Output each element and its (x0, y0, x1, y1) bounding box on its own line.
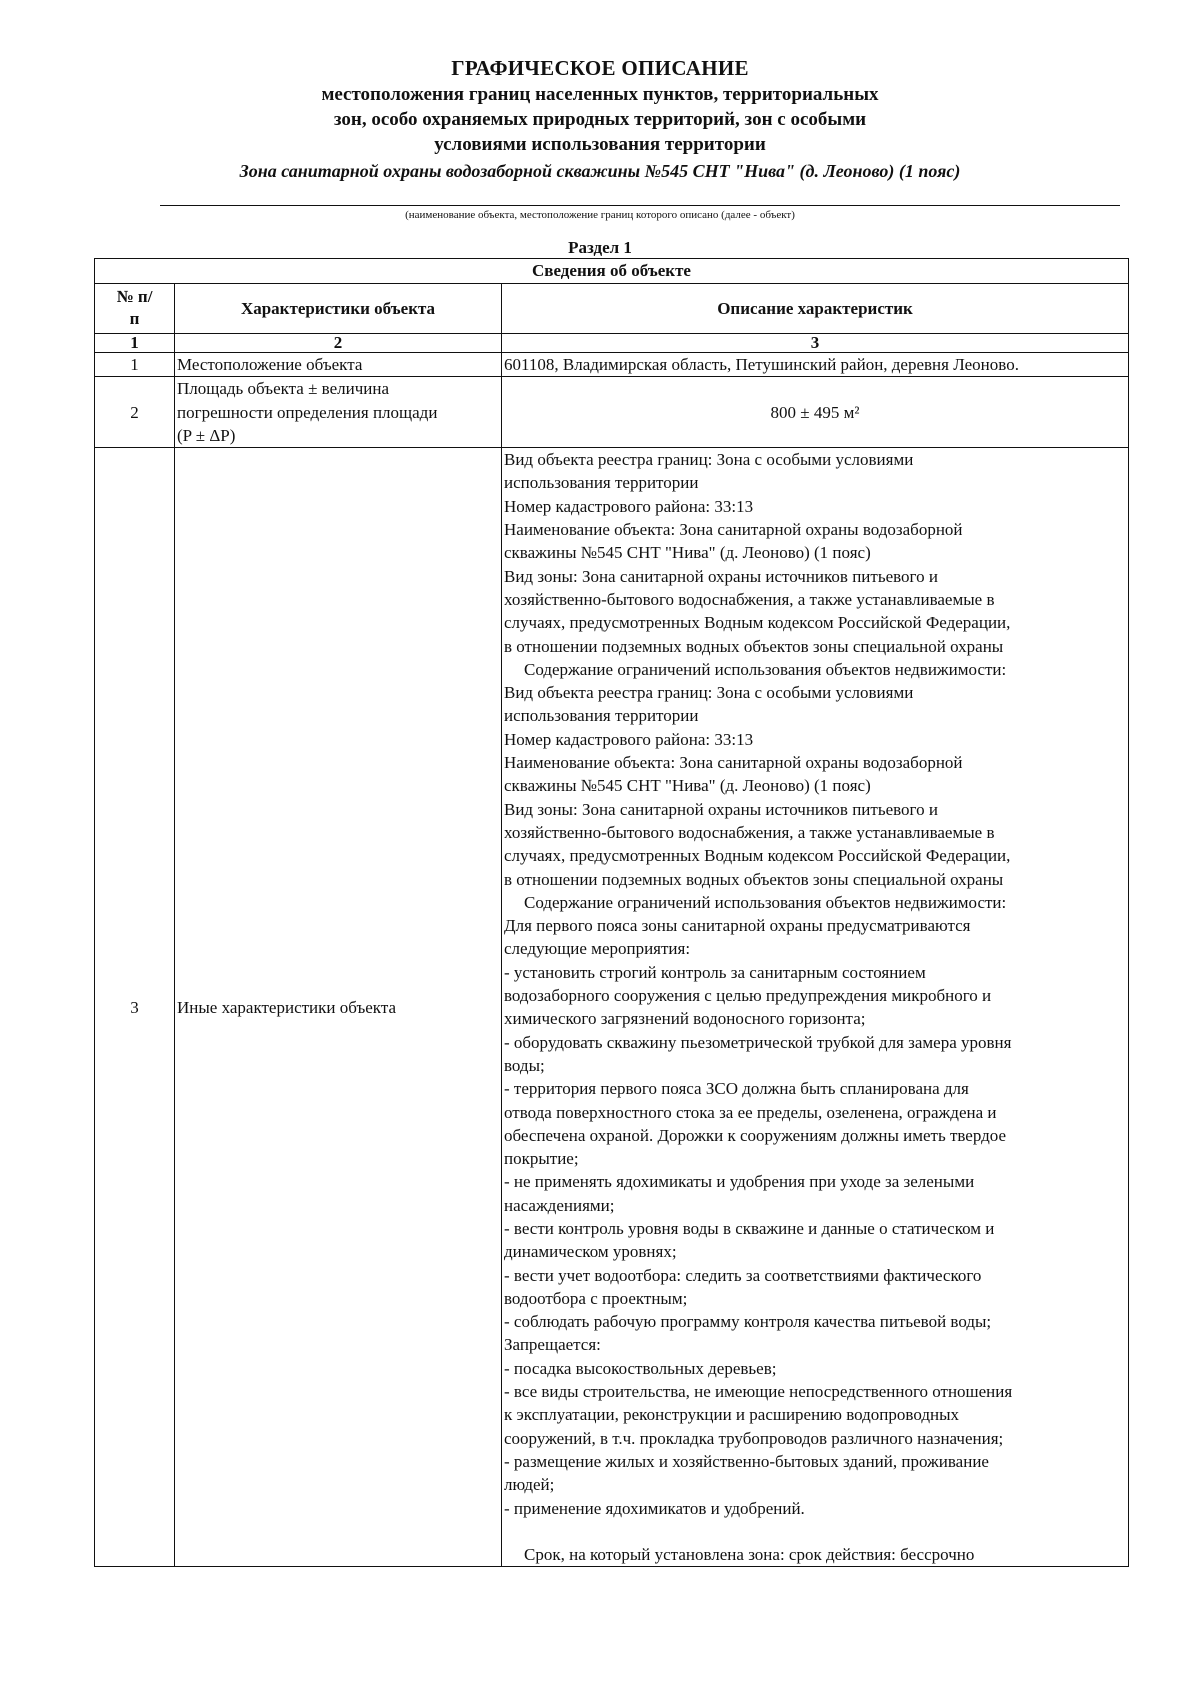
row-number: 3 (95, 448, 175, 1567)
row-description (502, 448, 1129, 1567)
column-header-description: Описание характеристик (502, 284, 1129, 334)
section-title: Раздел 1 (568, 238, 632, 257)
description-line: людей; (504, 1475, 555, 1495)
description-line: - вести учет водоотбора: следить за соответствиями фактического (504, 1265, 982, 1285)
description-line: - соблюдать рабочую программу контроля качества питьевой воды; (504, 1312, 992, 1332)
table-caption-row (95, 259, 1129, 284)
document-title: ГРАФИЧЕСКОЕ ОПИСАНИЕ (451, 56, 749, 80)
description-line: Запрещается: (504, 1335, 601, 1355)
characteristic-line: погрешности определения площади (177, 402, 438, 422)
characteristic-line: Площадь объекта ± величина (177, 379, 390, 399)
description-line: скважины №545 СНТ "Нива" (д. Леоново) (1 пояс) (504, 776, 871, 796)
column-number: 2 (175, 334, 502, 353)
description-line: Наименование объекта: Зона санитарной охраны водозаборной (504, 753, 963, 773)
description-line: Для первого пояса зоны санитарной охраны предусматриваются (504, 916, 971, 936)
description-line: в отношении подземных водных объектов зоны специальной охраны (504, 869, 1004, 889)
description-line: - не применять ядохимикаты и удобрения при уходе за зелеными (504, 1172, 975, 1192)
subtitle-line: местоположения границ населенных пунктов, территориальных (321, 84, 879, 105)
row-number: 2 (95, 377, 175, 448)
term-line: Срок, на который установлена зона: срок действия: бессрочно (524, 1544, 975, 1564)
column-header-number-text: № п/п (116, 287, 153, 329)
description-line: Вид зоны: Зона санитарной охраны источников питьевого и (504, 799, 938, 819)
row-number: 1 (95, 353, 175, 377)
description-line: химического загрязнений водоносного горизонта; (504, 1009, 866, 1029)
description-line: Номер кадастрового района: 33:13 (504, 729, 754, 749)
row-description: 601108, Владимирская область, Петушинский район, деревня Леоново. (502, 353, 1129, 377)
row-characteristic (175, 377, 502, 448)
description-line: - посадка высокоствольных деревьев; (504, 1358, 777, 1378)
column-number: 3 (502, 334, 1129, 353)
description-line: случаях, предусмотренных Водным кодексом Российской Федерации, (504, 613, 1011, 633)
description-line: покрытие; (504, 1149, 579, 1169)
subtitle-line: условиями использования территории (434, 134, 766, 155)
description-line: - размещение жилых и хозяйственно-бытовых зданий, проживание (504, 1451, 989, 1471)
object-caption: (наименование объекта, местоположение границ которого описано (далее - объект) (405, 209, 795, 221)
description-line: Вид объекта реестра границ: Зона с особыми условиями (504, 683, 914, 703)
table-header-row (95, 284, 1129, 334)
description-line: - установить строгий контроль за санитарным состоянием (504, 962, 926, 982)
description-line: сооружений, в т.ч. прокладка трубопроводов различного назначения; (504, 1428, 1004, 1448)
column-number: 1 (95, 334, 175, 353)
subtitle-line: зон, особо охраняемых природных территорий, зон с особыми (333, 109, 867, 130)
description-line: Наименование объекта: Зона санитарной охраны водозаборной (504, 520, 963, 540)
description-line: водозаборного сооружения с целью предупреждения микробного и (504, 986, 992, 1006)
description-line: Вид зоны: Зона санитарной охраны источников питьевого и (504, 566, 938, 586)
description-line: в отношении подземных водных объектов зоны специальной охраны (504, 636, 1004, 656)
object-info-table (94, 258, 1129, 1567)
description-line: - вести контроль уровня воды в скважине и данные о статическом и (504, 1218, 995, 1238)
description-line: - все виды строительства, не имеющие непосредственного отношения (504, 1382, 1013, 1402)
description-line: - территория первого пояса ЗСО должна быть спланирована для (504, 1079, 969, 1099)
description-line: обеспечена охраной. Дорожки к сооружениям должны иметь твердое (504, 1125, 1007, 1145)
table-row (95, 448, 1129, 1567)
object-name-underline (160, 205, 1120, 206)
description-line: воды; (504, 1055, 545, 1075)
description-line: водоотбора с проектным; (504, 1288, 688, 1308)
description-line: использования территории (504, 473, 699, 493)
table-row (95, 377, 1129, 448)
column-header-number (95, 284, 175, 334)
description-line: Номер кадастрового района: 33:13 (504, 496, 754, 516)
characteristic-line: (P ± ΔP) (177, 425, 236, 445)
row-description: 800 ± 495 м² (502, 377, 1129, 448)
row-characteristic: Иные характеристики объекта (175, 448, 502, 1567)
description-line: - применение ядохимикатов и удобрений. (504, 1498, 805, 1518)
description-line: Содержание ограничений использования объектов недвижимости: (524, 659, 1007, 679)
description-line: хозяйственно-бытового водоснабжения, а также устанавливаемые в (504, 589, 995, 609)
description-line: отвода поверхностного стока за ее пределы, озеленена, ограждена и (504, 1102, 997, 1122)
description-line: Вид объекта реестра границ: Зона с особыми условиями (504, 450, 914, 470)
column-numbers-row (95, 334, 1129, 353)
description-line: случаях, предусмотренных Водным кодексом Российской Федерации, (504, 846, 1011, 866)
description-line: насаждениями; (504, 1195, 615, 1215)
description-line: Содержание ограничений использования объектов недвижимости: (524, 892, 1007, 912)
description-line: - оборудовать скважину пьезометрической трубкой для замера уровня (504, 1032, 1012, 1052)
table-row (95, 353, 1129, 377)
column-header-characteristic: Характеристики объекта (175, 284, 502, 334)
document-header (0, 55, 1200, 183)
description-line: следующие мероприятия: (504, 939, 691, 959)
object-name: Зона санитарной охраны водозаборной скважины №545 СНТ "Нива" (д. Леоново) (1 пояс) (239, 161, 961, 181)
description-line: скважины №545 СНТ "Нива" (д. Леоново) (1 пояс) (504, 543, 871, 563)
description-line: динамическом уровнях; (504, 1242, 677, 1262)
description-line: к эксплуатации, реконструкции и расширению водопроводных (504, 1405, 959, 1425)
blank-line (504, 1520, 1126, 1543)
row-characteristic: Местоположение объекта (175, 353, 502, 377)
table-caption: Сведения об объекте (95, 259, 1129, 284)
description-lines (504, 448, 1126, 1520)
description-line: хозяйственно-бытового водоснабжения, а также устанавливаемые в (504, 822, 995, 842)
description-line: использования территории (504, 706, 699, 726)
